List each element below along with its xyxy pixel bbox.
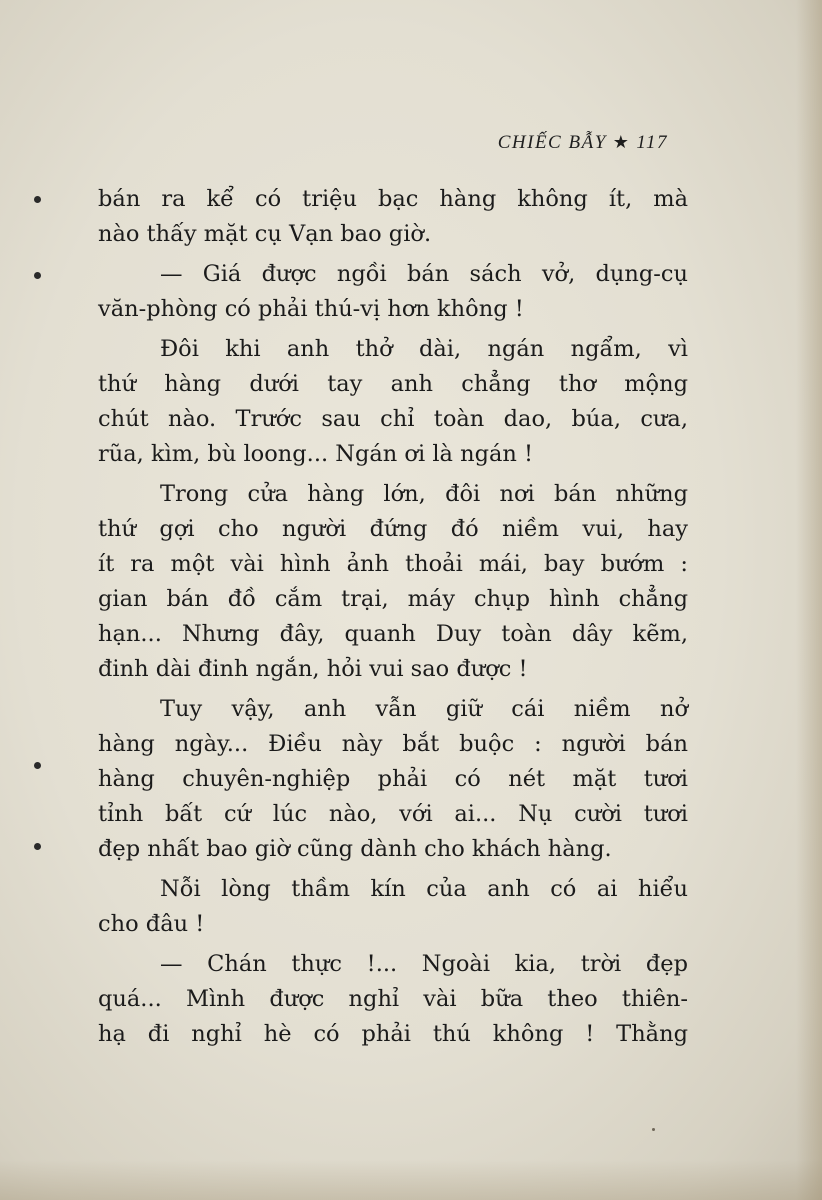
text-line: nào thấy mặt cụ Vạn bao giờ.	[98, 221, 432, 247]
text-line: Nỗi lòng thầm kín của anh có ai hiểu	[160, 876, 688, 902]
star-icon: ★	[612, 132, 631, 152]
margin-ink-mark	[34, 843, 41, 850]
text-line: văn-phòng có phải thú-vị hơn không !	[98, 296, 524, 322]
text-line: hàng ngày... Điều này bắt buộc : người bán	[98, 731, 688, 757]
text-line: rũa, kìm, bù loong... Ngán ơi là ngán !	[98, 441, 534, 467]
running-title: CHIẾC BẪY	[497, 132, 607, 153]
text-line: — Chán thực !... Ngoài kia, trời đẹp	[160, 951, 688, 977]
text-line: hạ đi nghỉ hè có phải thú không ! Thằng	[98, 1021, 688, 1047]
margin-ink-mark	[34, 196, 41, 203]
text-line: — Giá được ngồi bán sách vở, dụng-cụ	[160, 261, 688, 287]
text-line: ít ra một vài hình ảnh thoải mái, bay bướm :	[98, 551, 688, 577]
text-line: gian bán đồ cắm trại, máy chụp hình chẳng	[98, 586, 688, 612]
text-line: đẹp nhất bao giờ cũng dành cho khách hàng.	[98, 836, 612, 862]
running-head	[400, 132, 668, 154]
margin-ink-mark	[34, 762, 41, 769]
text-line: Tuy vậy, anh vẫn giữ cái niềm nở	[160, 696, 688, 722]
text-line: Trong cửa hàng lớn, đôi nơi bán những	[160, 481, 688, 507]
text-line: tỉnh bất cứ lúc nào, với ai... Nụ cười tươi	[98, 801, 688, 827]
text-line: hàng chuyên-nghiệp phải có nét mặt tươi	[98, 766, 688, 792]
text-line: thứ gợi cho người đứng đó niềm vui, hay	[98, 516, 688, 542]
page-bottom-shadow	[0, 1160, 822, 1200]
text-line: bán ra kể có triệu bạc hàng không ít, mà	[98, 186, 688, 212]
text-line: quá... Mình được nghỉ vài bữa theo thiên-	[98, 986, 688, 1012]
paragraph	[98, 477, 688, 687]
paragraph	[98, 182, 688, 252]
paragraph	[98, 332, 688, 472]
paragraph	[98, 872, 688, 942]
page-edge-shadow	[796, 0, 822, 1200]
text-line: hạn... Nhưng đây, quanh Duy toàn dây kẽm,	[98, 621, 688, 647]
paragraph	[98, 692, 688, 867]
page-number: 117	[636, 132, 668, 153]
text-line: thứ hàng dưới tay anh chẳng thơ mộng	[98, 371, 688, 397]
margin-ink-mark	[34, 272, 41, 279]
paragraph	[98, 257, 688, 327]
text-line: Đôi khi anh thở dài, ngán ngẩm, vì	[160, 336, 688, 362]
text-line: cho đâu !	[98, 911, 205, 937]
text-line: chút nào. Trước sau chỉ toàn dao, búa, cưa,	[98, 406, 688, 432]
paragraph	[98, 947, 688, 1052]
text-line: đinh dài đinh ngắn, hỏi vui sao được !	[98, 656, 528, 682]
body-text	[98, 182, 688, 1057]
paper-speck	[652, 1128, 655, 1131]
